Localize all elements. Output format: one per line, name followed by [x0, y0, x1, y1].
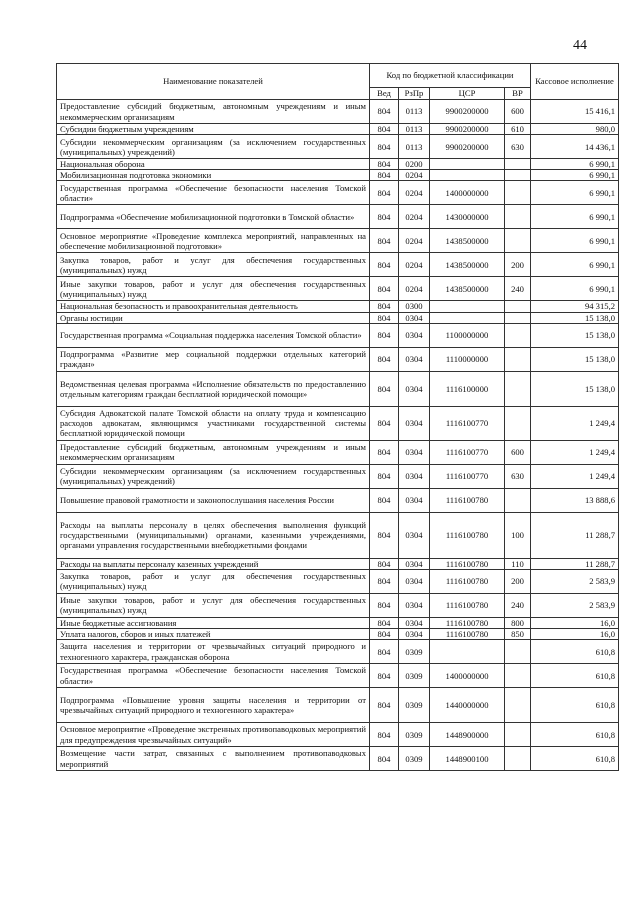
- row-name: Органы юстиции: [57, 312, 370, 323]
- table-row: [57, 747, 619, 771]
- row-name: Предоставление субсидий бюджетным, автономным учреждениям и иным некоммерческим организациям: [57, 440, 370, 464]
- row-ved: 804: [370, 323, 399, 347]
- row-rzpr: 0304: [399, 347, 430, 371]
- row-rzpr: 0304: [399, 628, 430, 639]
- row-ved: 804: [370, 628, 399, 639]
- row-csr: 1400000000: [430, 181, 505, 205]
- row-rzpr: 0204: [399, 170, 430, 181]
- table-row: [57, 170, 619, 181]
- table-row: [57, 723, 619, 747]
- row-ved: 804: [370, 617, 399, 628]
- table-row: [57, 440, 619, 464]
- header-vr: ВР: [505, 88, 531, 100]
- row-ved: 804: [370, 747, 399, 771]
- row-vr: 610: [505, 124, 531, 135]
- row-csr: 1116100780: [430, 558, 505, 569]
- table-row: [57, 628, 619, 639]
- row-name: Государственная программа «Социальная поддержка населения Томской области»: [57, 323, 370, 347]
- row-cash-sum: 6 990,1: [531, 277, 619, 301]
- row-name: Закупка товаров, работ и услуг для обеспечения государственных (муниципальных) нужд: [57, 253, 370, 277]
- table-row: [57, 229, 619, 253]
- row-rzpr: 0113: [399, 100, 430, 124]
- table-row: [57, 253, 619, 277]
- row-name: Подпрограмма «Повышение уровня защиты населения и территории от чрезвычайных ситуаций природного и техногенного характера»: [57, 688, 370, 723]
- row-cash-sum: 13 888,6: [531, 488, 619, 512]
- row-name: Расходы на выплаты персоналу казенных учреждений: [57, 558, 370, 569]
- row-cash-sum: 11 288,7: [531, 512, 619, 558]
- header-cash: Кассовое исполнение: [531, 64, 619, 100]
- row-ved: 804: [370, 512, 399, 558]
- table-row: [57, 301, 619, 312]
- table-row: [57, 664, 619, 688]
- row-cash-sum: 6 990,1: [531, 181, 619, 205]
- row-csr: 1116100780: [430, 628, 505, 639]
- row-csr: 1116100780: [430, 488, 505, 512]
- row-name: Закупка товаров, работ и услуг для обеспечения государственных (муниципальных) нужд: [57, 569, 370, 593]
- row-vr: [505, 323, 531, 347]
- row-ved: 804: [370, 205, 399, 229]
- row-vr: [505, 301, 531, 312]
- row-ved: 804: [370, 464, 399, 488]
- row-cash-sum: 15 138,0: [531, 323, 619, 347]
- row-vr: 630: [505, 135, 531, 159]
- row-cash-sum: 980,0: [531, 124, 619, 135]
- table-row: [57, 464, 619, 488]
- row-ved: 804: [370, 229, 399, 253]
- table-row: [57, 347, 619, 371]
- row-rzpr: 0300: [399, 301, 430, 312]
- row-ved: 804: [370, 312, 399, 323]
- row-cash-sum: 6 990,1: [531, 159, 619, 170]
- row-ved: 804: [370, 159, 399, 170]
- row-vr: [505, 747, 531, 771]
- table-row: [57, 277, 619, 301]
- row-ved: 804: [370, 688, 399, 723]
- row-cash-sum: 16,0: [531, 617, 619, 628]
- page-number: 44: [573, 38, 587, 53]
- row-rzpr: 0304: [399, 312, 430, 323]
- row-csr: 1100000000: [430, 323, 505, 347]
- row-rzpr: 0204: [399, 277, 430, 301]
- table-row: [57, 100, 619, 124]
- row-vr: [505, 371, 531, 406]
- row-csr: 9900200000: [430, 135, 505, 159]
- table-row: [57, 159, 619, 170]
- row-rzpr: 0304: [399, 323, 430, 347]
- row-name: Расходы на выплаты персоналу в целях обеспечения выполнения функций государственными (муниципальными) органами, казенными учреждениями, органами управления государственными внебюджетными фондами: [57, 512, 370, 558]
- row-vr: [505, 181, 531, 205]
- row-csr: 1430000000: [430, 205, 505, 229]
- row-csr: [430, 301, 505, 312]
- table-body: [57, 100, 619, 771]
- row-csr: 1440000000: [430, 688, 505, 723]
- row-vr: [505, 723, 531, 747]
- row-vr: [505, 406, 531, 440]
- row-name: Повышение правовой грамотности и законопослушания населения России: [57, 488, 370, 512]
- table-row: [57, 312, 619, 323]
- row-cash-sum: 2 583,9: [531, 593, 619, 617]
- row-csr: 1400000000: [430, 664, 505, 688]
- row-cash-sum: 14 436,1: [531, 135, 619, 159]
- row-cash-sum: 610,8: [531, 723, 619, 747]
- row-vr: [505, 640, 531, 664]
- table-row: [57, 135, 619, 159]
- budget-execution-table: [56, 63, 619, 771]
- table-row: [57, 558, 619, 569]
- row-vr: [505, 347, 531, 371]
- row-rzpr: 0204: [399, 205, 430, 229]
- row-rzpr: 0309: [399, 664, 430, 688]
- row-csr: 1116100770: [430, 440, 505, 464]
- row-rzpr: 0304: [399, 371, 430, 406]
- row-rzpr: 0204: [399, 253, 430, 277]
- row-csr: 1116100780: [430, 569, 505, 593]
- row-ved: 804: [370, 301, 399, 312]
- row-name: Субсидии некоммерческим организациям (за исключением государственных (муниципальных) учреждений): [57, 464, 370, 488]
- row-rzpr: 0309: [399, 747, 430, 771]
- row-csr: 1438500000: [430, 229, 505, 253]
- row-rzpr: 0304: [399, 488, 430, 512]
- row-name: Национальная безопасность и правоохранительная деятельность: [57, 301, 370, 312]
- row-ved: 804: [370, 170, 399, 181]
- row-csr: 1116100770: [430, 406, 505, 440]
- row-ved: 804: [370, 347, 399, 371]
- row-name: Субсидии бюджетным учреждениям: [57, 124, 370, 135]
- table-row: [57, 512, 619, 558]
- header-name: Наименование показателей: [57, 64, 370, 100]
- row-name: Уплата налогов, сборов и иных платежей: [57, 628, 370, 639]
- table-row: [57, 640, 619, 664]
- row-name: Предоставление субсидий бюджетным, автономным учреждениям и иным некоммерческим организациям: [57, 100, 370, 124]
- row-cash-sum: 1 249,4: [531, 464, 619, 488]
- row-vr: 600: [505, 100, 531, 124]
- row-vr: [505, 664, 531, 688]
- table-row: [57, 593, 619, 617]
- row-ved: 804: [370, 640, 399, 664]
- row-vr: [505, 229, 531, 253]
- row-rzpr: 0200: [399, 159, 430, 170]
- table-header: [57, 64, 619, 100]
- row-vr: 100: [505, 512, 531, 558]
- table-row: [57, 688, 619, 723]
- row-vr: 200: [505, 569, 531, 593]
- row-cash-sum: 15 138,0: [531, 371, 619, 406]
- row-rzpr: 0309: [399, 723, 430, 747]
- row-name: Мобилизационная подготовка экономики: [57, 170, 370, 181]
- row-cash-sum: 610,8: [531, 640, 619, 664]
- row-rzpr: 0304: [399, 558, 430, 569]
- row-vr: [505, 205, 531, 229]
- row-ved: 804: [370, 569, 399, 593]
- row-cash-sum: 16,0: [531, 628, 619, 639]
- row-ved: 804: [370, 723, 399, 747]
- row-vr: 850: [505, 628, 531, 639]
- row-rzpr: 0304: [399, 617, 430, 628]
- row-cash-sum: 11 288,7: [531, 558, 619, 569]
- row-ved: 804: [370, 181, 399, 205]
- row-vr: 240: [505, 593, 531, 617]
- row-ved: 804: [370, 440, 399, 464]
- row-cash-sum: 610,8: [531, 688, 619, 723]
- row-name: Иные бюджетные ассигнования: [57, 617, 370, 628]
- row-name: Иные закупки товаров, работ и услуг для обеспечения государственных (муниципальных) нужд: [57, 593, 370, 617]
- header-ved: Вед: [370, 88, 399, 100]
- row-ved: 804: [370, 100, 399, 124]
- row-vr: [505, 488, 531, 512]
- row-csr: 1448900100: [430, 747, 505, 771]
- row-name: Иные закупки товаров, работ и услуг для обеспечения государственных (муниципальных) нужд: [57, 277, 370, 301]
- table-row: [57, 181, 619, 205]
- row-csr: [430, 170, 505, 181]
- row-csr: 9900200000: [430, 124, 505, 135]
- table-row: [57, 488, 619, 512]
- row-csr: [430, 159, 505, 170]
- row-rzpr: 0304: [399, 593, 430, 617]
- row-rzpr: 0309: [399, 640, 430, 664]
- row-vr: [505, 170, 531, 181]
- table-row: [57, 323, 619, 347]
- row-ved: 804: [370, 488, 399, 512]
- row-csr: 9900200000: [430, 100, 505, 124]
- table-row: [57, 124, 619, 135]
- row-name: Субсидия Адвокатской палате Томской области на оплату труда и компенсацию расходов адвокатам, являющимся участниками государственной системы бесплатной юридической помощи: [57, 406, 370, 440]
- row-name: Подпрограмма «Развитие мер социальной поддержки отдельных категорий граждан»: [57, 347, 370, 371]
- row-name: Возмещение части затрат, связанных с выполнением противопаводковых мероприятий: [57, 747, 370, 771]
- row-csr: 1116100000: [430, 371, 505, 406]
- row-cash-sum: 94 315,2: [531, 301, 619, 312]
- row-cash-sum: 2 583,9: [531, 569, 619, 593]
- header-csr: ЦСР: [430, 88, 505, 100]
- table-row: [57, 371, 619, 406]
- row-csr: 1116100780: [430, 593, 505, 617]
- row-csr: 1116100780: [430, 512, 505, 558]
- row-vr: [505, 159, 531, 170]
- row-cash-sum: 6 990,1: [531, 229, 619, 253]
- row-rzpr: 0113: [399, 135, 430, 159]
- row-ved: 804: [370, 277, 399, 301]
- row-csr: 1110000000: [430, 347, 505, 371]
- row-cash-sum: 1 249,4: [531, 440, 619, 464]
- row-csr: 1116100770: [430, 464, 505, 488]
- table-row: [57, 406, 619, 440]
- header-code-group: Код по бюджетной классификации: [370, 64, 531, 88]
- row-csr: [430, 312, 505, 323]
- table-row: [57, 617, 619, 628]
- row-ved: 804: [370, 124, 399, 135]
- row-name: Основное мероприятие «Проведение экстренных противопаводковых мероприятий для предупреждения чрезвычайных ситуаций»: [57, 723, 370, 747]
- row-rzpr: 0304: [399, 464, 430, 488]
- row-name: Субсидии некоммерческим организациям (за исключением государственных (муниципальных) учреждений): [57, 135, 370, 159]
- table-row: [57, 205, 619, 229]
- row-cash-sum: 610,8: [531, 747, 619, 771]
- row-ved: 804: [370, 558, 399, 569]
- row-cash-sum: 1 249,4: [531, 406, 619, 440]
- row-ved: 804: [370, 253, 399, 277]
- row-cash-sum: 15 416,1: [531, 100, 619, 124]
- row-cash-sum: 15 138,0: [531, 347, 619, 371]
- row-cash-sum: 6 990,1: [531, 170, 619, 181]
- row-cash-sum: 6 990,1: [531, 205, 619, 229]
- row-rzpr: 0309: [399, 688, 430, 723]
- row-vr: 800: [505, 617, 531, 628]
- row-rzpr: 0304: [399, 569, 430, 593]
- row-cash-sum: 6 990,1: [531, 253, 619, 277]
- row-name: Основное мероприятие «Проведение комплекса мероприятий, направленных на обеспечение мобилизационной подготовки»: [57, 229, 370, 253]
- row-ved: 804: [370, 135, 399, 159]
- row-vr: 630: [505, 464, 531, 488]
- table-row: [57, 569, 619, 593]
- row-vr: 200: [505, 253, 531, 277]
- row-ved: 804: [370, 406, 399, 440]
- row-csr: 1116100780: [430, 617, 505, 628]
- row-cash-sum: 15 138,0: [531, 312, 619, 323]
- row-csr: 1438500000: [430, 277, 505, 301]
- row-name: Государственная программа «Обеспечение безопасности населения Томской области»: [57, 664, 370, 688]
- row-name: Защита населения и территории от чрезвычайных ситуаций природного и техногенного характера, гражданская оборона: [57, 640, 370, 664]
- row-ved: 804: [370, 664, 399, 688]
- row-csr: [430, 640, 505, 664]
- row-rzpr: 0304: [399, 512, 430, 558]
- row-rzpr: 0304: [399, 406, 430, 440]
- row-csr: 1448900000: [430, 723, 505, 747]
- row-cash-sum: 610,8: [531, 664, 619, 688]
- row-vr: 110: [505, 558, 531, 569]
- row-rzpr: 0204: [399, 181, 430, 205]
- row-vr: [505, 688, 531, 723]
- row-vr: [505, 312, 531, 323]
- row-ved: 804: [370, 371, 399, 406]
- row-rzpr: 0304: [399, 440, 430, 464]
- row-name: Подпрограмма «Обеспечение мобилизационной подготовки в Томской области»: [57, 205, 370, 229]
- row-csr: 1438500000: [430, 253, 505, 277]
- header-rzpr: РзПр: [399, 88, 430, 100]
- row-name: Национальная оборона: [57, 159, 370, 170]
- row-ved: 804: [370, 593, 399, 617]
- row-name: Ведомственная целевая программа «Исполнение обязательств по предоставлению отдельным категориям граждан бесплатной юридической помощи»: [57, 371, 370, 406]
- row-name: Государственная программа «Обеспечение безопасности населения Томской области»: [57, 181, 370, 205]
- row-vr: 240: [505, 277, 531, 301]
- row-vr: 600: [505, 440, 531, 464]
- row-rzpr: 0204: [399, 229, 430, 253]
- row-rzpr: 0113: [399, 124, 430, 135]
